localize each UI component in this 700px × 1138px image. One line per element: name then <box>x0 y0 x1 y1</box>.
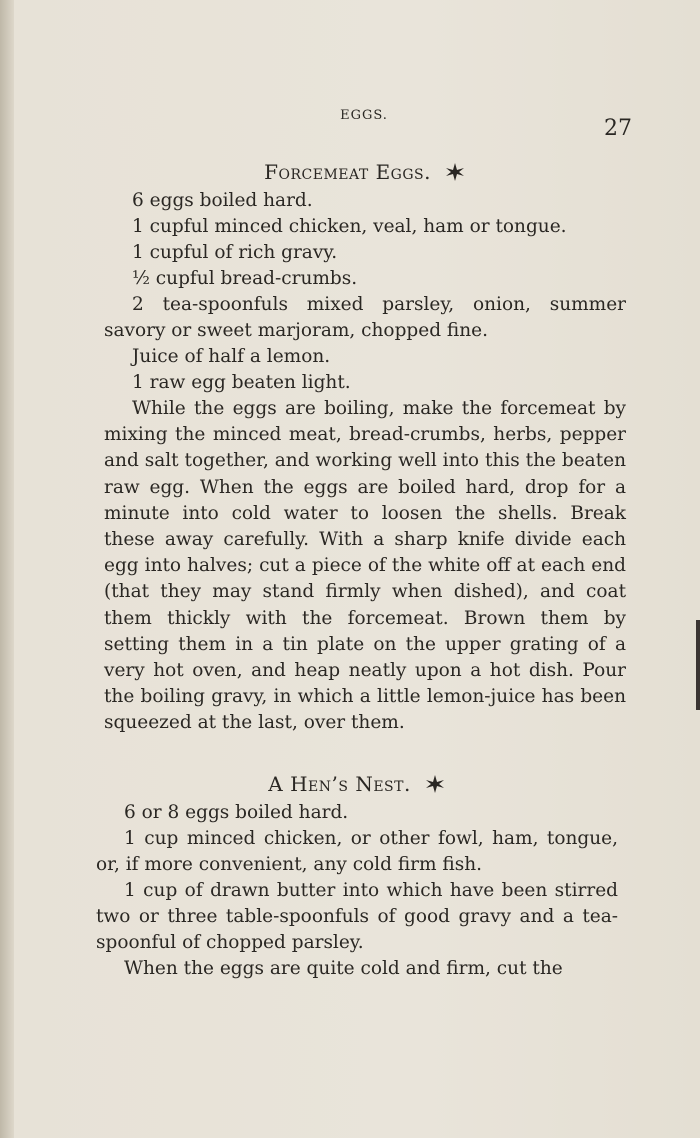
page-gutter <box>0 0 14 1138</box>
recipe-title <box>96 772 618 796</box>
ingredient-item: 2 tea-spoonfuls mixed parsley, onion, summer savory or sweet marjoram, chopped fine. <box>104 294 626 341</box>
recipe-forcemeat-eggs <box>104 160 626 737</box>
page-edge-shadow <box>696 620 700 710</box>
running-head: EGGS. <box>340 108 388 123</box>
ingredient-item: 6 or 8 eggs boiled hard. <box>124 802 349 823</box>
ingredient-item: 1 cup minced chicken, or other fowl, ham, tongue, or, if more convenient, any cold firm fish. <box>96 828 618 875</box>
recipe-title-text: Forcemeat Eggs. <box>264 160 431 184</box>
ingredient-item: 1 cup of drawn butter into which have been stirred two or three table-spoonfuls of good gravy and a tea-spoonful of chopped parsley. <box>96 880 618 953</box>
recipe-directions: While the eggs are boiling, make the forcemeat by mixing the minced meat, bread-crumbs, herbs, pepper and salt together, and working well into this the beaten raw egg. When the eggs are boiled hard, drop for a minute into cold water to loosen the shells. Break these away carefully. With a sharp knife divide each egg into halves; cut a piece of the white off at each end (that they may stand firmly when dished), and coat them thickly with the forcemeat. Brown them by setting them in a tin plate on the upper grating of a very hot oven, and heap neatly upon a hot dish. Pour the boiling gravy, in which a little lemon-juice has been squeezed at the last, over them. <box>104 398 626 734</box>
ingredient-item: 6 eggs boiled hard. <box>132 190 313 211</box>
recipe-hens-nest <box>96 772 618 982</box>
recipe-title-text: A Hen’s Nest. <box>268 772 411 796</box>
page-number: 27 <box>604 116 632 141</box>
recipe-title <box>104 160 626 184</box>
ingredient-item: 1 cupful minced chicken, veal, ham or tongue. <box>132 216 567 237</box>
recipe-directions: When the eggs are quite cold and firm, cut the <box>124 958 563 979</box>
ingredient-item: 1 cupful of rich gravy. <box>132 242 338 263</box>
ingredient-item: Juice of half a lemon. <box>132 346 331 367</box>
ingredient-item: 1 raw egg beaten light. <box>132 372 351 393</box>
maltese-cross-icon <box>444 162 466 182</box>
ingredient-item: ½ cupful bread-crumbs. <box>132 268 358 289</box>
maltese-cross-icon <box>424 774 446 794</box>
